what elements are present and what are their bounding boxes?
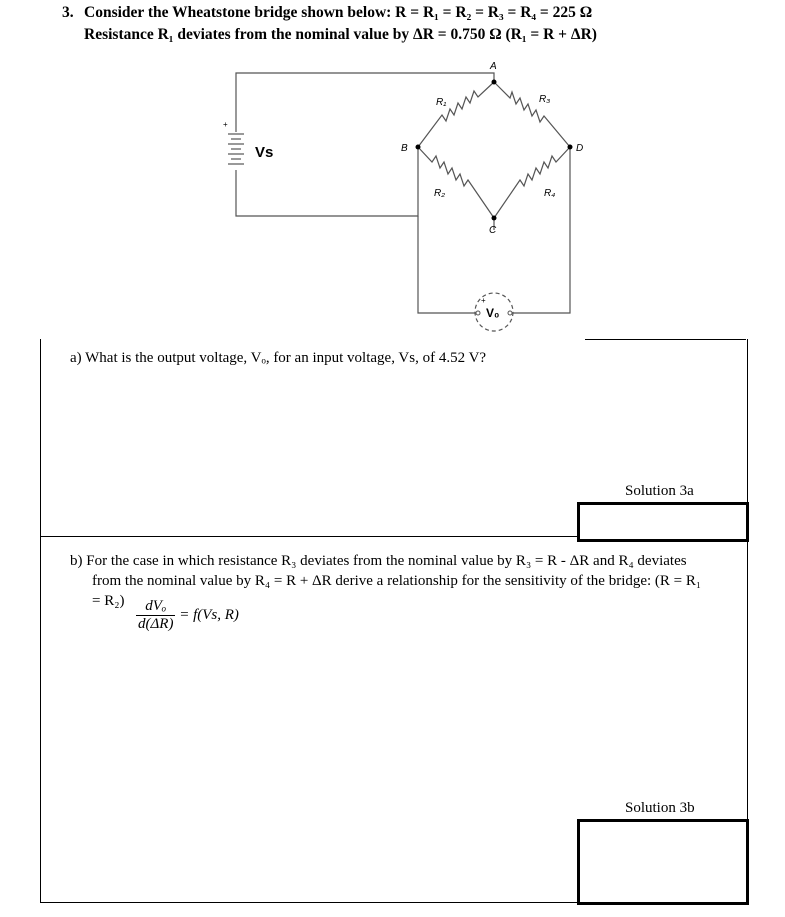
node-a-dot	[492, 80, 497, 85]
resistor-r1	[418, 82, 494, 147]
question-b-line-1: b) For the case in which resistance R₃ deviates from the nominal value by R₃ = R - ΔR and R₄ deviates	[70, 553, 687, 569]
solution-3b-box[interactable]	[577, 819, 749, 905]
r1-label: R₁	[436, 97, 447, 108]
wire-top	[236, 73, 494, 132]
node-d-dot	[568, 145, 573, 150]
resistor-r4	[494, 147, 570, 218]
voltmeter-terminal-left	[476, 311, 480, 315]
problem-line-2: Resistance R₁ deviates from the nominal value by ΔR = 0.750 Ω (R₁ = R + ΔR)	[84, 26, 597, 43]
r3-label: R₃	[539, 94, 551, 105]
r4-label: R₄	[544, 188, 556, 199]
question-a: a) What is the output voltage, Vₒ, for an input voltage, Vs, of 4.52 V?	[70, 350, 487, 366]
eq-denominator: d(ΔR)	[138, 616, 174, 632]
question-b-line-2: from the nominal value by R₄ = R + ΔR derive a relationship for the sensitivity of the bridge: (R = R₁	[92, 573, 702, 589]
solution-3a-label: Solution 3a	[625, 483, 694, 499]
problem-line-1: Consider the Wheatstone bridge shown below: R = R₁ = R₂ = R₃ = R₄ = 225 Ω	[84, 4, 593, 21]
node-b-label: B	[401, 143, 408, 154]
node-c-label: C	[489, 225, 497, 236]
r2-label: R₂	[434, 188, 446, 199]
eq-numerator: dVₒ	[136, 598, 175, 616]
resistor-r2	[418, 147, 494, 218]
voltmeter-terminal-right	[508, 311, 512, 315]
output-plus: +	[481, 296, 486, 305]
node-b-dot	[416, 145, 421, 150]
wire-output-d	[513, 147, 570, 313]
source-plus: +	[223, 120, 228, 129]
output-label: V₀	[486, 306, 500, 320]
eq-rhs: = f(Vs, R)	[179, 607, 239, 623]
node-d-label: D	[576, 143, 584, 154]
sensitivity-equation	[136, 598, 239, 633]
node-c-dot	[492, 216, 497, 221]
problem-number: 3.	[62, 4, 74, 21]
wheatstone-bridge-diagram	[0, 0, 785, 340]
resistor-r3	[494, 82, 570, 147]
source-label: Vs	[255, 144, 274, 161]
question-b-line-3: = R₂)	[92, 593, 125, 609]
solution-3b-label: Solution 3b	[625, 800, 695, 816]
node-a-label: A	[490, 61, 497, 72]
wire-output-c	[418, 216, 475, 313]
